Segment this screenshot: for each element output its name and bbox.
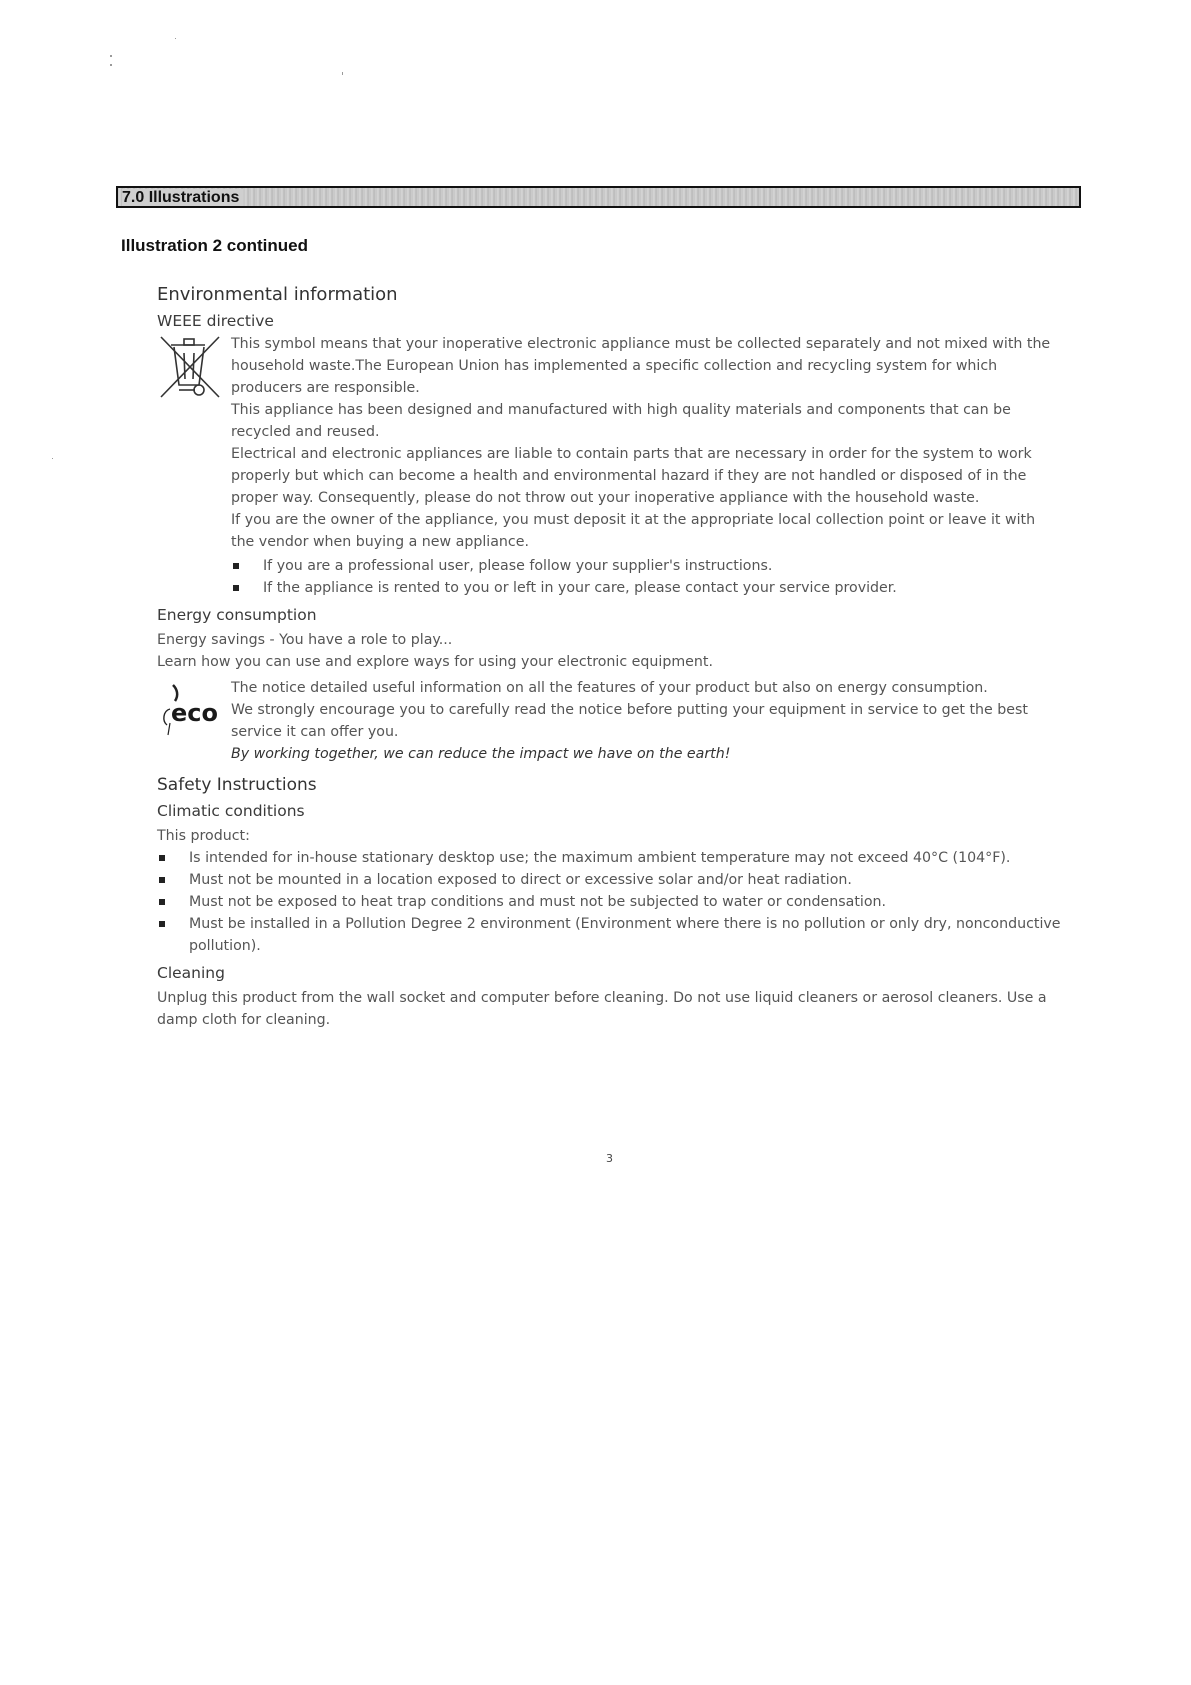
energy-line: Learn how you can use and explore ways for using your electronic equipment. xyxy=(157,654,713,670)
list-item-text: Is intended for in-house stationary desktop use; the maximum ambient temperature may not exceed 40°C (104°F). xyxy=(189,850,1011,866)
page-number: 3 xyxy=(606,1152,613,1165)
energy-line: Energy savings - You have a role to play... xyxy=(157,632,453,648)
scan-speck xyxy=(175,38,176,39)
weee-title: WEEE directive xyxy=(157,312,274,330)
section-title: 7.0 Illustrations xyxy=(122,189,243,206)
list-item xyxy=(157,869,1062,891)
environmental-title: Environmental information xyxy=(157,284,398,305)
list-item xyxy=(231,555,1062,577)
eco-logo-icon xyxy=(157,679,227,743)
weee-block xyxy=(157,333,1062,599)
eco-block xyxy=(157,677,1062,765)
eco-logo-text: eco xyxy=(171,699,218,727)
bullet-square-icon xyxy=(159,877,165,883)
illustration-heading: Illustration 2 continued xyxy=(121,236,309,255)
list-item-text: Must not be exposed to heat trap conditions and must not be subjected to water or condensation. xyxy=(189,894,887,910)
weee-paragraph: If you are the owner of the appliance, you must deposit it at the appropriate local collection point or leave it with the vendor when buying a new appliance. xyxy=(231,512,1036,550)
list-item-text: If you are a professional user, please follow your supplier's instructions. xyxy=(263,558,773,574)
bullet-square-icon xyxy=(159,855,165,861)
climatic-title: Climatic conditions xyxy=(157,802,305,820)
document-content xyxy=(157,283,1062,1031)
eco-slogan: By working together, we can reduce the impact we have on the earth! xyxy=(231,746,731,762)
scan-speck xyxy=(110,64,112,66)
cleaning-text: Unplug this product from the wall socket and computer before cleaning. Do not use liquid cleaners or aerosol cleaners. Use a damp cloth for cleaning. xyxy=(157,990,1047,1028)
crossed-out-wheelie-bin-icon xyxy=(157,333,223,405)
energy-title: Energy consumption xyxy=(157,606,317,624)
weee-paragraph: This appliance has been designed and manufactured with high quality materials and components that can be recycled and reused. xyxy=(231,402,1011,440)
section-header-bar xyxy=(116,186,1081,208)
weee-paragraph: This symbol means that your inoperative electronic appliance must be collected separately and not mixed with the household waste.The European Union has implemented a specific collection and recycling system for which producers are responsible. xyxy=(231,336,1051,396)
list-item xyxy=(231,577,1062,599)
eco-paragraph: We strongly encourage you to carefully read the notice before putting your equipment in service to get the best service it can offer you. xyxy=(231,702,1028,740)
bullet-square-icon xyxy=(233,585,239,591)
safety-intro: This product: xyxy=(157,828,250,844)
cleaning-title: Cleaning xyxy=(157,964,225,982)
list-item-text: Must not be mounted in a location exposed to direct or excessive solar and/or heat radiation. xyxy=(189,872,852,888)
safety-title: Safety Instructions xyxy=(157,775,317,795)
list-item xyxy=(157,913,1062,957)
list-item xyxy=(157,847,1062,869)
bullet-square-icon xyxy=(159,899,165,905)
list-item-text: Must be installed in a Pollution Degree 2 environment (Environment where there is no pollution or only dry, nonconductive pollution). xyxy=(189,916,1061,954)
list-item xyxy=(157,891,1062,913)
list-item-text: If the appliance is rented to you or left in your care, please contact your service provider. xyxy=(263,580,897,596)
weee-paragraph: Electrical and electronic appliances are liable to contain parts that are necessary in order for the system to work properly but which can become a health and environmental hazard if they are not handled or disposed of in the proper way. Consequently, please do not throw out your inoperative appliance with the household waste. xyxy=(231,446,1032,506)
bullet-square-icon xyxy=(233,563,239,569)
scan-speck xyxy=(52,458,53,459)
eco-paragraph: The notice detailed useful information on all the features of your product but also on energy consumption. xyxy=(231,680,988,696)
scan-speck xyxy=(110,55,112,57)
bullet-square-icon xyxy=(159,921,165,927)
scan-speck xyxy=(342,72,343,75)
